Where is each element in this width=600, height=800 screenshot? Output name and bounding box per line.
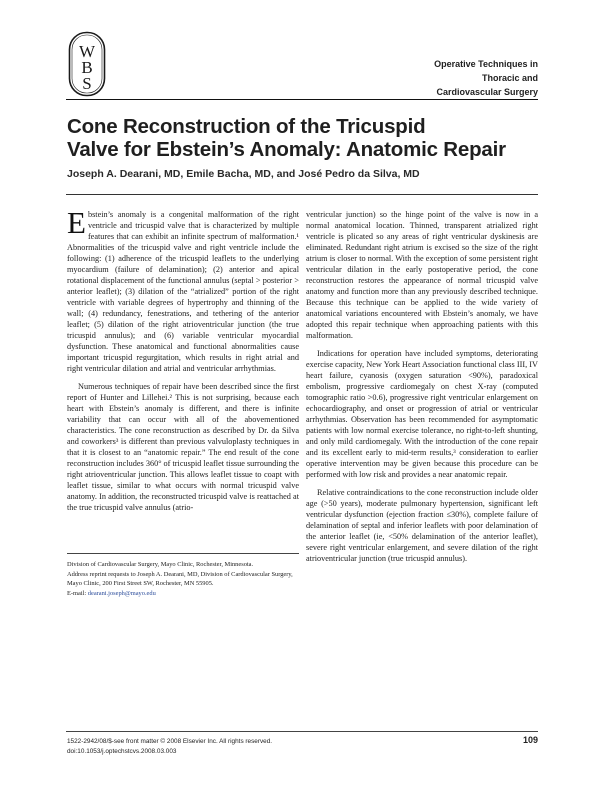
doi-line[interactable]: doi:10.1053/j.optechstcvs.2008.03.003 xyxy=(67,747,177,755)
footer-divider xyxy=(66,731,538,732)
article-authors: Joseph A. Dearani, MD, Emile Bacha, MD, and José Pedro da Silva, MD xyxy=(67,168,420,180)
journal-logo xyxy=(67,30,107,98)
footnote-divider xyxy=(67,553,299,554)
journal-name-line-3: Cardiovascular Surgery xyxy=(436,87,538,97)
logo-letter-w: W xyxy=(78,42,96,61)
journal-name-line-1: Operative Techniques in xyxy=(434,59,538,69)
body-paragraph: ventricular junction) so the hinge point of the valve is now in a normal anatomical location. Thinned, transparent atrialized right ventricle is plicated so any areas of right ventricular dyskinesis are eliminated. Redundant right atrium is excised so the size of the right atrium is closer to normal. With the exception of some persistent right ventricular dilation in the early postoperative period, the cone reconstruction restores the appearance of normal tricuspid valve anatomy and function more than any previously described technique. Because this technique can be applied to the wide variety of anatomical variations encountered with Ebstein’s anomaly, we have adopted this repair technique when approaching patients with this malformation. xyxy=(306,210,538,340)
authors-divider xyxy=(66,194,538,195)
header-divider xyxy=(66,99,538,100)
article-title-line-2: Valve for Ebstein’s Anomaly: Anatomic Repair xyxy=(67,138,506,161)
page-number: 109 xyxy=(522,735,538,745)
body-paragraph: Indications for operation have included symptoms, deteriorating exercise capacity, New York Heart Association functional class III, IV heart failure, cyanosis (oxygen saturation <90%), paradoxical embolism, progressive cardiomegaly on chest X-ray (computed tomographic ratio >0.6), progressive right ventricular enlargement on echocardiography, and onset or progression of atrial or ventricular arrhythmias. Observation has been recommended for asymptomatic patients with low normal exercise tolerance, no right-to-left shunting, and only mild cardiomegaly. With the introduction of the cone repair and its excellent early to mid-term results,³ consideration to earlier operative intervention may be given because this procedure can be performed with low risk and provides a near anatomic repair. xyxy=(306,349,538,479)
drop-cap: E xyxy=(67,205,86,240)
footnote-reprints: Address reprint requests to Joseph A. Dearani, MD, Division of Cardiovascular Surgery, Mayo Clinic, 200 First Street SW, Rochester, MN 55905. xyxy=(67,570,293,588)
email-label: E-mail: xyxy=(67,589,87,597)
footnote-affiliation: Division of Cardiovascular Surgery, Mayo Clinic, Rochester, Minnesota. xyxy=(67,561,254,568)
logo-letter-b: B xyxy=(81,58,93,77)
copyright-block xyxy=(67,737,367,756)
copyright-line: 1522-2942/08/$-see front matter © 2008 Elsevier Inc. All rights reserved. xyxy=(67,738,273,745)
body-column-right xyxy=(306,209,538,571)
body-paragraph: Numerous techniques of repair have been described since the first report of Hunter and Lillehei.² This is not surprising, because each heart with Ebstein’s anomaly is different, and there is infinite variability that can occur with all of the abovementioned characteristics. The cone reconstruction as described by Dr. da Silva and coworkers³ is different than previous valvuloplasty techniques in that it is closest to an “anatomic repair.” The end result of the cone reconstruction includes 360° of tricuspid leaflet tissue surrounding the right atrioventricular junction. This allows leaflet tissue to coapt with leaflet tissue, similar to what occurs with normal tricuspid valve anatomy. In addition, the reconstructed tricuspid valve is reattached at the true tricuspid valve annulus (atrio- xyxy=(67,382,299,512)
journal-name-line-2: Thoracic and xyxy=(481,73,538,83)
article-title-line-1: Cone Reconstruction of the Tricuspid xyxy=(67,115,426,138)
footnotes xyxy=(67,560,299,598)
body-column-left xyxy=(67,205,299,520)
wbs-logo-mark xyxy=(67,30,107,98)
journal-name xyxy=(420,57,538,99)
article-title xyxy=(67,115,537,161)
body-paragraph xyxy=(67,205,299,374)
logo-letter-s: S xyxy=(82,74,92,93)
email-link[interactable]: dearani.joseph@mayo.edu xyxy=(87,589,156,597)
body-paragraph: Relative contraindications to the cone reconstruction include older age (>50 years), moderate pulmonary hypertension, significant left ventricular dysfunction (ejection fraction ≤30%), complete failure of delamination of septal and inferior leaflets with poor delamination of the anterior leaflet (ie, <50% delamination of the anterior leaflet), severe right ventricular enlargement, and severe dilation of the right atrioventricular junction (true tricuspid annulus). xyxy=(306,488,538,563)
footnote-email xyxy=(67,589,299,599)
paragraph-text: bstein’s anomaly is a congenital malformation of the right ventricle and tricuspid valve that is characterized by multiple features that can exhibit an infinite spectrum of malformation.¹ Abnormalities of the tricuspid valve and right ventricle include the following: (1) adherence of the tricuspid leaflets to the underlying myocardium (failure of delamination); (2) anterior and apical rotational displacement of the functional annulus (septal > posterior > anterior leaflet); (3) dilation of the “atrialized” portion of the right ventricle with variable degrees of hypertrophy and thinning of the wall; (4) redundancy, fenestrations, and tethering of the anterior leaflet; (5) dilation of the right atrioventricular junction (the true tricuspid annulus); and (6) variable ventricular myocardial dysfunction. These anatomical and functional abnormalities cause important tricuspid regurgitation, which results in right atrial and right ventricular dilation and atrial and ventricular arrhythmias. xyxy=(67,210,299,373)
